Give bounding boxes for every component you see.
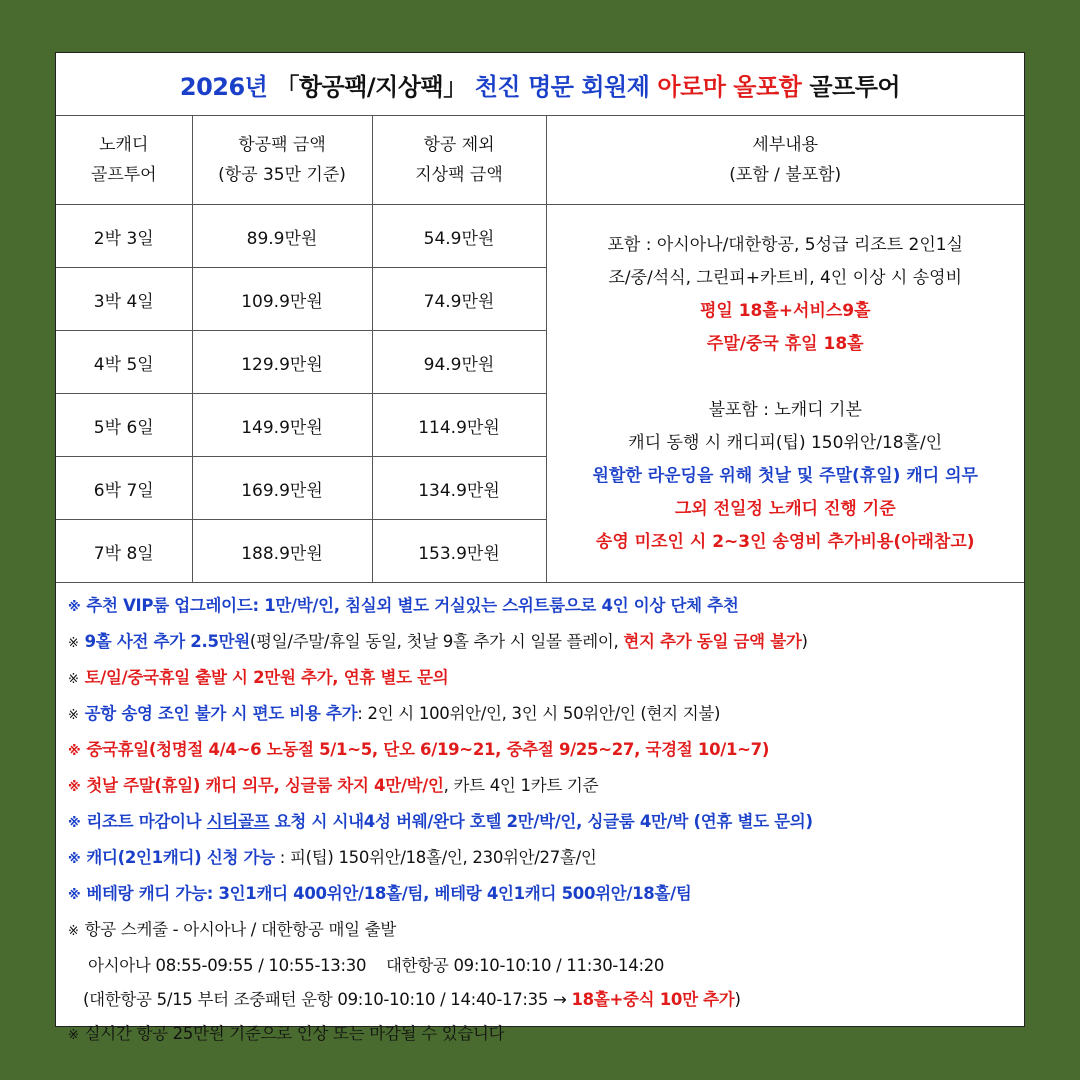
exclude-line: 캐디 동행 시 캐디피(팁) 150위안/18홀/인 — [628, 432, 943, 453]
note-airport-transfer: ※ 공항 송영 조인 불가 시 편도 비용 추가: 2인 시 100위안/인, 3인 시 50위안/인 (현지 지불) — [68, 704, 721, 723]
air-pack-price: 169.9만원 — [192, 457, 372, 520]
include-weekday-holes: 평일 18홀+서비스9홀 — [699, 300, 871, 321]
reference-mark-icon: ※ — [68, 1028, 79, 1043]
note-flight-times: 아시아나 08:55-09:55 / 10:55-13:30 대한항공 09:10-10:10 / 11:30-14:20 — [88, 956, 665, 975]
ground-pack-price: 114.9만원 — [372, 394, 546, 457]
note-realtime-fare: ※ 실시간 항공 25만원 기준으로 인상 또는 마감될 수 있습니다 — [68, 1024, 505, 1043]
duration-cell: 5박 6일 — [56, 394, 192, 457]
note-vip-upgrade: ※ 추천 VIP룸 업그레이드: 1만/박/인, 침실외 별도 거실있는 스위트룸으로 4인 이상 단체 추천 — [68, 596, 739, 615]
price-table — [56, 116, 1024, 583]
note-9-hole-add: ※ 9홀 사전 추가 2.5만원(평일/주말/휴일 동일, 첫날 9홀 추가 시 일몰 플레이, 현지 추가 동일 금액 불가) — [68, 632, 808, 651]
note-weekend-departure: ※ 토/일/중국휴일 출발 시 2만원 추가, 연휴 별도 문의 — [68, 668, 449, 687]
note-chinese-holidays: ※ 중국휴일(청명절 4/4~6 노동절 5/1~5, 단오 6/19~21, 중추절 9/25~27, 국경절 10/1~7) — [68, 740, 770, 759]
note-flight-schedule: ※ 항공 스케줄 - 아시아나 / 대한항공 매일 출발 — [68, 920, 396, 939]
title-membership: 명문 회원제 — [528, 72, 650, 101]
reference-mark-icon: ※ — [68, 780, 81, 795]
reference-mark-icon: ※ — [68, 636, 79, 651]
air-pack-price: 109.9만원 — [192, 268, 372, 331]
title-city: 천진 — [474, 72, 521, 101]
reference-mark-icon: ※ — [68, 924, 79, 939]
air-pack-price: 149.9만원 — [192, 394, 372, 457]
reference-mark-icon: ※ — [68, 816, 81, 831]
duration-cell: 4박 5일 — [56, 331, 192, 394]
reference-mark-icon: ※ — [68, 852, 81, 867]
title-resort: 아로마 올포함 — [657, 72, 802, 101]
table-row — [56, 205, 1024, 268]
header-air-pack: 항공팩 금액 (항공 35만 기준) — [192, 116, 372, 205]
ground-pack-price: 54.9만원 — [372, 205, 546, 268]
header-duration: 노캐디 골프투어 — [56, 116, 192, 205]
exclude-caddie-mandatory: 원할한 라운딩을 위해 첫날 및 주말(휴일) 캐디 의무 — [592, 465, 978, 486]
header-ground-pack: 항공 제외 지상팩 금액 — [372, 116, 546, 205]
duration-cell: 7박 8일 — [56, 520, 192, 583]
notes-section — [56, 583, 1024, 1053]
reference-mark-icon: ※ — [68, 744, 81, 759]
exclude-line: 불포함 : 노캐디 기본 — [708, 399, 862, 420]
exclude-no-caddie-basis: 그외 전일정 노캐디 진행 기준 — [674, 498, 896, 519]
golf-tour-price-sheet — [55, 52, 1025, 1043]
duration-cell: 3박 4일 — [56, 268, 192, 331]
page-title — [56, 53, 1024, 116]
reference-mark-icon: ※ — [68, 600, 81, 615]
note-korean-air-pattern: (대한항공 5/15 부터 조중패턴 운항 09:10-10:10 / 14:40-17:35 → 18홀+중식 10만 추가) — [83, 990, 741, 1009]
note-caddie-request: ※ 캐디(2인1캐디) 신청 가능 : 피(팁) 150위안/18홀/인, 230위안/27홀/인 — [68, 848, 597, 867]
title-pack-type: 「항공팩/지상팩」 — [275, 72, 467, 101]
price-table-header — [56, 116, 1024, 205]
city-golf-link: 시티골프 — [206, 812, 270, 831]
air-pack-price: 89.9만원 — [192, 205, 372, 268]
air-pack-price: 188.9만원 — [192, 520, 372, 583]
reference-mark-icon: ※ — [68, 708, 79, 723]
ground-pack-price: 74.9만원 — [372, 268, 546, 331]
ground-pack-price: 134.9만원 — [372, 457, 546, 520]
reference-mark-icon: ※ — [68, 888, 81, 903]
include-weekend-holes: 주말/중국 휴일 18홀 — [706, 333, 864, 354]
note-first-day-caddie: ※ 첫날 주말(휴일) 캐디 의무, 싱글룸 차지 4만/박/인, 카트 4인 1카트 기준 — [68, 776, 599, 795]
note-city-golf-hotel: ※ 리조트 마감이나 시티골프 요청 시 시내4성 버웨/완다 호텔 2만/박/인, 싱글룸 4만/박 (연휴 별도 문의) — [68, 812, 813, 831]
duration-cell: 2박 3일 — [56, 205, 192, 268]
reference-mark-icon: ※ — [68, 672, 79, 687]
ground-pack-price: 94.9만원 — [372, 331, 546, 394]
include-line: 조/중/석식, 그린피+카트비, 4인 이상 시 송영비 — [608, 267, 962, 288]
details-cell — [546, 205, 1024, 583]
duration-cell: 6박 7일 — [56, 457, 192, 520]
note-veteran-caddie: ※ 베테랑 캐디 가능: 3인1캐디 400위안/18홀/팀, 베테랑 4인1캐디 500위안/18홀/팀 — [68, 884, 692, 903]
title-tour: 골프투어 — [809, 72, 901, 101]
header-details: 세부내용 (포함 / 불포함) — [546, 116, 1024, 205]
title-year: 2026년 — [179, 72, 268, 101]
exclude-transfer-cost: 송영 미조인 시 2~3인 송영비 추가비용(아래참고) — [595, 531, 975, 552]
air-pack-price: 129.9만원 — [192, 331, 372, 394]
include-line: 포함 : 아시아나/대한항공, 5성급 리조트 2인1실 — [607, 234, 963, 255]
ground-pack-price: 153.9만원 — [372, 520, 546, 583]
